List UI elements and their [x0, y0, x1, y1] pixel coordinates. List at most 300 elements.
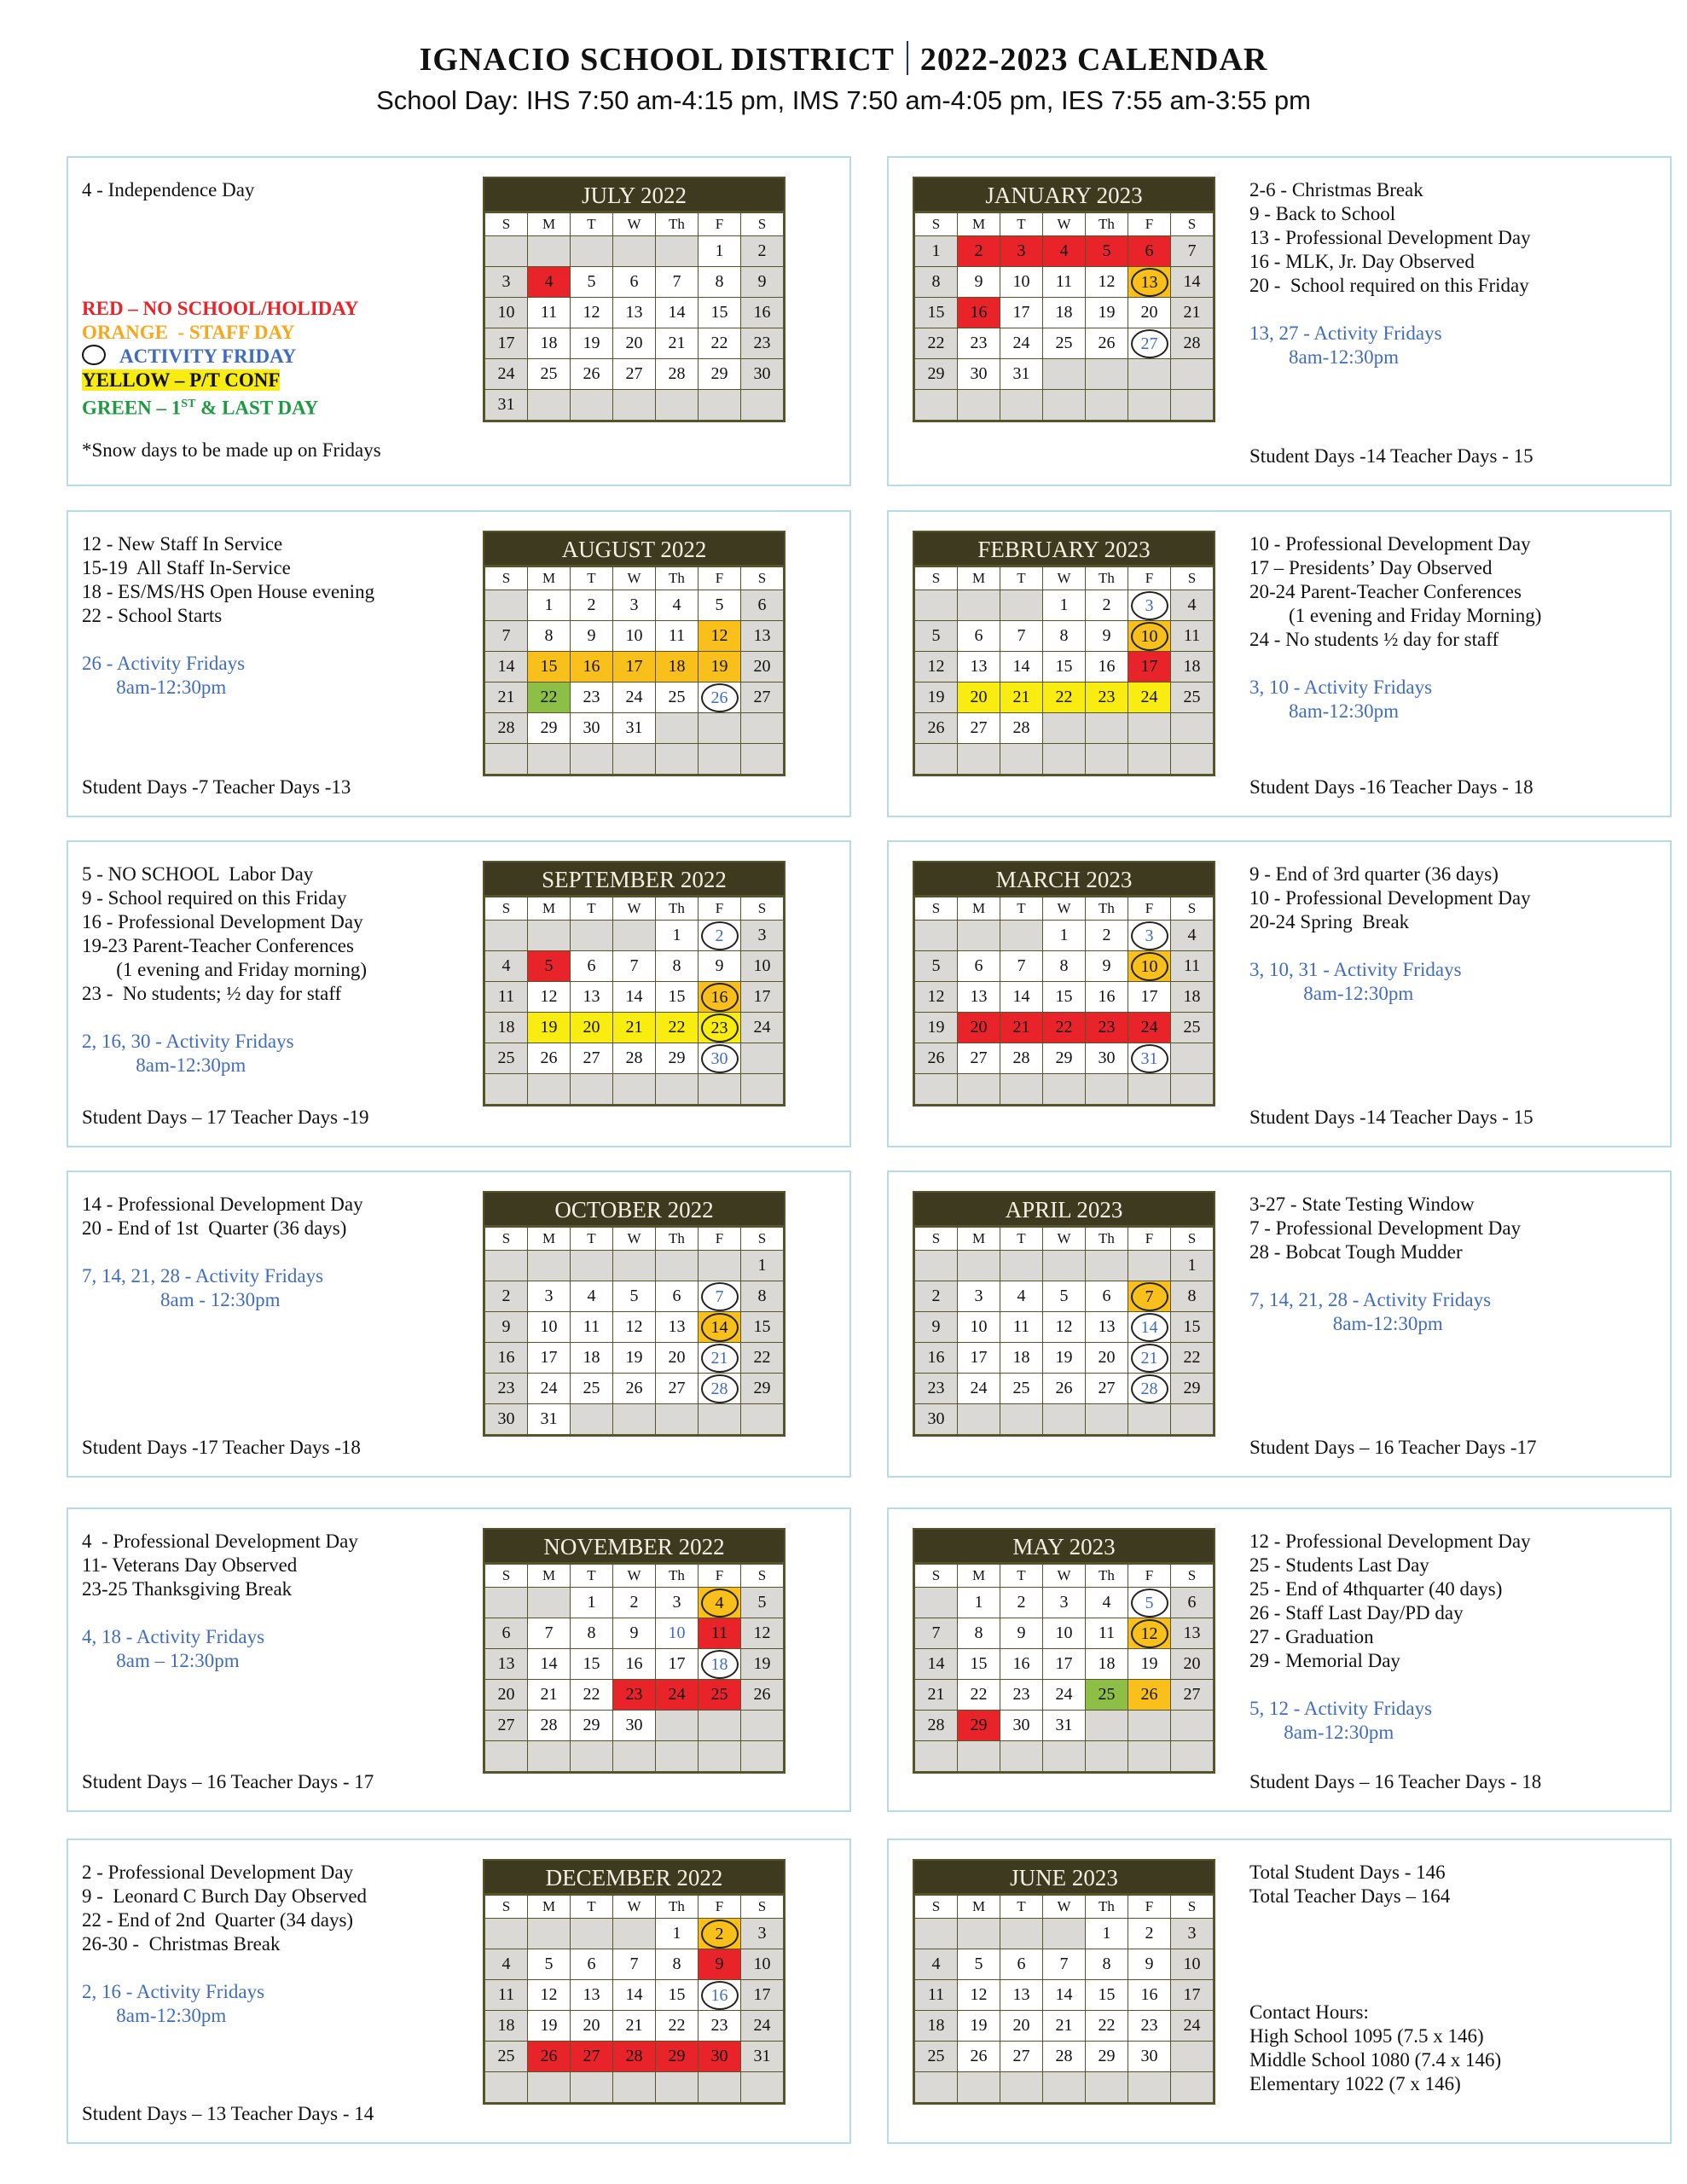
- day-number: 29: [540, 718, 558, 737]
- weekday-label: F: [699, 1896, 741, 1919]
- empty-day-cell: [958, 1251, 1000, 1281]
- day-number: 5: [1102, 241, 1111, 260]
- week-row: [915, 590, 1214, 621]
- month-calendar-sep: [483, 861, 786, 1107]
- day-cell: [741, 236, 784, 267]
- day-number: 9: [715, 1955, 724, 1973]
- month-grid: [914, 897, 1214, 1105]
- day-cell: [613, 328, 656, 359]
- day-number: 11: [497, 1985, 515, 2004]
- empty-day-cell: [1171, 359, 1214, 390]
- day-number: 13: [1012, 1985, 1030, 2004]
- day-number: 4: [1187, 926, 1197, 944]
- day-number: 30: [927, 1409, 945, 1428]
- day-cell: [1000, 713, 1043, 744]
- week-row: [485, 298, 784, 328]
- empty-day-cell: [1043, 1919, 1086, 1949]
- weekday-label: Th: [1086, 1896, 1128, 1919]
- day-cell: [1000, 1618, 1043, 1649]
- day-cell: [571, 2042, 613, 2072]
- day-cell: [958, 1043, 1000, 1074]
- empty-day-cell: [613, 1404, 656, 1435]
- day-cell: [613, 652, 656, 682]
- day-cell: [699, 1649, 741, 1680]
- day-number: 21: [701, 1344, 739, 1373]
- week-row: [485, 621, 784, 652]
- day-cell: [699, 359, 741, 390]
- day-cell: [699, 1013, 741, 1043]
- weekday-label: S: [1171, 213, 1214, 236]
- week-row: [915, 713, 1214, 744]
- day-number: 7: [701, 1282, 739, 1311]
- week-row: [915, 1074, 1214, 1105]
- note-line: 9 - End of 3rd quarter (36 days): [1249, 863, 1499, 885]
- day-cell: [741, 328, 784, 359]
- weekday-label: S: [915, 1565, 958, 1588]
- day-cell: [699, 1680, 741, 1711]
- day-number: 25: [497, 1048, 515, 1067]
- month-title: MAY 2023: [914, 1530, 1214, 1564]
- day-number: 22: [753, 1348, 771, 1367]
- day-cell: [741, 1013, 784, 1043]
- day-cell: [571, 359, 613, 390]
- day-number: 30: [625, 1716, 643, 1734]
- day-cell: [571, 1949, 613, 1980]
- week-row: [485, 2042, 784, 2072]
- day-cell: [1000, 1343, 1043, 1374]
- day-number: 25: [540, 364, 558, 383]
- day-number: 19: [583, 334, 600, 352]
- day-number: 17: [1183, 1985, 1201, 2004]
- month-calendar-aug: [483, 531, 786, 776]
- day-cell: [1171, 1588, 1214, 1618]
- month-calendar-nov: [483, 1528, 786, 1774]
- weekday-label: W: [1043, 1228, 1086, 1251]
- weekday-label: Th: [1086, 897, 1128, 921]
- month-notes: [1249, 1530, 1659, 1745]
- empty-day-cell: [485, 1588, 528, 1618]
- day-number: 18: [1012, 1348, 1030, 1367]
- day-number: 23: [1098, 1018, 1116, 1037]
- day-number: 10: [1055, 1623, 1073, 1642]
- day-cell: [1128, 1618, 1171, 1649]
- weekday-label: T: [1000, 213, 1043, 236]
- day-cell: [1128, 1013, 1171, 1043]
- empty-day-cell: [741, 1074, 784, 1105]
- weekday-header-row: [485, 1896, 784, 1919]
- empty-day-cell: [613, 1251, 656, 1281]
- day-number: 4: [672, 595, 681, 614]
- day-cell: [485, 267, 528, 298]
- day-number: 6: [501, 1623, 511, 1642]
- weekday-header-row: [485, 567, 784, 590]
- day-number: 8: [1059, 626, 1069, 645]
- empty-day-cell: [613, 236, 656, 267]
- day-cell: [571, 1680, 613, 1711]
- month-grid: [484, 212, 784, 421]
- day-number: 24: [1012, 334, 1030, 352]
- day-number: 24: [497, 364, 515, 383]
- empty-day-cell: [741, 1711, 784, 1741]
- day-number: 18: [1183, 657, 1201, 676]
- day-number: 10: [1012, 272, 1030, 291]
- day-cell: [958, 1343, 1000, 1374]
- empty-day-cell: [485, 1251, 528, 1281]
- note-line: 10 - Professional Development Day: [1249, 887, 1531, 909]
- empty-day-cell: [1043, 744, 1086, 775]
- day-number: 18: [927, 2016, 945, 2035]
- note-spacer: [82, 1956, 474, 1980]
- day-number: 10: [668, 1623, 686, 1642]
- month-calendar-oct: [483, 1191, 786, 1437]
- day-number: 24: [668, 1685, 686, 1704]
- day-number: 26: [970, 2047, 988, 2065]
- day-cell: [1171, 682, 1214, 713]
- legend-green-text: GREEN – 1: [82, 397, 182, 419]
- empty-day-cell: [485, 1919, 528, 1949]
- day-number: 4: [1017, 1287, 1026, 1305]
- day-number: 15: [668, 1985, 686, 2004]
- day-number: 1: [931, 241, 941, 260]
- day-cell: [528, 1680, 571, 1711]
- weekday-label: W: [1043, 567, 1086, 590]
- day-cell: [1128, 1949, 1171, 1980]
- empty-day-cell: [656, 1404, 699, 1435]
- week-row: [915, 1949, 1214, 1980]
- day-number: 11: [927, 1985, 945, 2004]
- empty-day-cell: [741, 1043, 784, 1074]
- weekday-label: Th: [1086, 567, 1128, 590]
- day-cell: [1000, 1281, 1043, 1312]
- note-line: 27 - Graduation: [1249, 1626, 1374, 1647]
- note-line: 20-24 Parent-Teacher Conferences: [1249, 581, 1522, 602]
- empty-day-cell: [958, 921, 1000, 951]
- empty-day-cell: [1128, 2072, 1171, 2103]
- weekday-label: Th: [656, 567, 699, 590]
- weekday-label: F: [1128, 1228, 1171, 1251]
- day-cell: [1043, 1281, 1086, 1312]
- weekday-label: S: [915, 1896, 958, 1919]
- day-number: 21: [625, 2016, 643, 2035]
- day-cell: [741, 982, 784, 1013]
- month-title: JANUARY 2023: [914, 178, 1214, 212]
- legend-activity: [82, 345, 358, 369]
- activity-fridays-line: 8am-12:30pm: [1249, 983, 1414, 1004]
- day-number: 13: [970, 657, 988, 676]
- weekday-label: F: [699, 567, 741, 590]
- day-cell: [699, 236, 741, 267]
- day-number: 19: [625, 1348, 643, 1367]
- week-row: [485, 328, 784, 359]
- day-number: 29: [1098, 2047, 1116, 2065]
- day-number: 19: [927, 1018, 945, 1037]
- note-line: 2-6 - Christmas Break: [1249, 179, 1423, 200]
- day-cell: [1000, 1013, 1043, 1043]
- day-number: 21: [497, 688, 515, 706]
- week-row: [485, 1312, 784, 1343]
- day-number: 21: [540, 1685, 558, 1704]
- day-number: 7: [1131, 1282, 1168, 1311]
- day-number: 18: [583, 1348, 600, 1367]
- month-grid: [484, 897, 784, 1105]
- day-number: 23: [1098, 688, 1116, 706]
- week-row: [915, 652, 1214, 682]
- day-cell: [741, 1312, 784, 1343]
- empty-day-cell: [656, 1251, 699, 1281]
- day-cell: [1171, 328, 1214, 359]
- week-row: [915, 1281, 1214, 1312]
- day-number: 25: [1012, 1379, 1030, 1397]
- day-number: 15: [540, 657, 558, 676]
- day-cell: [699, 682, 741, 713]
- day-number: 15: [668, 987, 686, 1006]
- empty-day-cell: [915, 1919, 958, 1949]
- month-title: APRIL 2023: [914, 1193, 1214, 1227]
- day-number: 14: [1012, 657, 1030, 676]
- day-cell: [741, 1980, 784, 2011]
- week-row: [915, 1618, 1214, 1649]
- day-number: 2: [974, 241, 983, 260]
- contact-hours-line: Elementary 1022 (7 x 146): [1249, 2073, 1461, 2094]
- day-cell: [656, 1949, 699, 1980]
- empty-day-cell: [699, 1741, 741, 1772]
- week-row: [915, 390, 1214, 421]
- weekday-header-row: [485, 1565, 784, 1588]
- empty-day-cell: [571, 236, 613, 267]
- empty-day-cell: [1128, 1251, 1171, 1281]
- day-cell: [1171, 652, 1214, 682]
- day-number: 11: [497, 987, 515, 1006]
- day-cell: [528, 328, 571, 359]
- day-cell: [1043, 1312, 1086, 1343]
- day-cell: [613, 621, 656, 652]
- day-number: 8: [672, 956, 681, 975]
- days-count-footer: Student Days -16 Teacher Days - 18: [1249, 776, 1533, 798]
- day-number: 16: [970, 303, 988, 322]
- weekday-label: F: [699, 897, 741, 921]
- day-number: 22: [1055, 1018, 1073, 1037]
- note-line: 4 - Independence Day: [82, 179, 255, 200]
- page-title: [0, 41, 1687, 78]
- day-cell: [1086, 1919, 1128, 1949]
- week-row: [485, 1343, 784, 1374]
- day-number: 10: [1131, 952, 1168, 981]
- title-divider: [907, 41, 908, 75]
- day-cell: [1000, 1980, 1043, 2011]
- day-cell: [741, 590, 784, 621]
- activity-fridays-line: 8am - 12:30pm: [82, 1289, 281, 1310]
- day-cell: [915, 682, 958, 713]
- day-cell: [485, 2011, 528, 2042]
- note-line: Total Teacher Days – 164: [1249, 1885, 1451, 1907]
- day-number: 23: [701, 1014, 739, 1043]
- day-cell: [1000, 328, 1043, 359]
- week-row: [485, 1074, 784, 1105]
- empty-day-cell: [958, 1741, 1000, 1772]
- empty-day-cell: [1086, 1711, 1128, 1741]
- day-cell: [656, 652, 699, 682]
- days-count-footer: Student Days – 17 Teacher Days -19: [82, 1107, 369, 1128]
- empty-day-cell: [699, 1074, 741, 1105]
- day-cell: [656, 1312, 699, 1343]
- day-cell: [485, 328, 528, 359]
- legend-red: RED – NO SCHOOL/HOLIDAY: [82, 298, 359, 319]
- day-cell: [656, 2042, 699, 2072]
- day-number: 27: [1012, 2047, 1030, 2065]
- note-line: 23-25 Thanksgiving Break: [82, 1578, 293, 1600]
- day-cell: [1086, 1980, 1128, 2011]
- day-cell: [1000, 1043, 1043, 1074]
- day-cell: [958, 1680, 1000, 1711]
- weekday-label: S: [741, 1228, 784, 1251]
- day-number: 1: [1187, 1256, 1197, 1275]
- snow-days-note: *Snow days to be made up on Fridays: [82, 439, 381, 461]
- day-cell: [1000, 621, 1043, 652]
- activity-fridays-line: 5, 12 - Activity Fridays: [1249, 1698, 1433, 1719]
- day-number: 2: [757, 241, 767, 260]
- day-number: 9: [629, 1623, 639, 1642]
- month-grid: [484, 1227, 784, 1435]
- day-cell: [1171, 590, 1214, 621]
- week-row: [915, 1649, 1214, 1680]
- day-cell: [571, 951, 613, 982]
- week-row: [915, 682, 1214, 713]
- day-number: 27: [970, 1048, 988, 1067]
- day-cell: [1000, 1312, 1043, 1343]
- day-cell: [741, 2011, 784, 2042]
- weekday-label: W: [613, 1565, 656, 1588]
- week-row: [485, 1680, 784, 1711]
- day-cell: [1171, 1281, 1214, 1312]
- day-number: 22: [970, 1685, 988, 1704]
- day-cell: [915, 1404, 958, 1435]
- day-number: 28: [701, 1374, 739, 1403]
- day-number: 8: [715, 272, 724, 291]
- day-number: 12: [1131, 1619, 1168, 1648]
- day-cell: [1128, 1919, 1171, 1949]
- day-cell: [958, 951, 1000, 982]
- empty-day-cell: [528, 390, 571, 421]
- day-number: 26: [1055, 1379, 1073, 1397]
- day-number: 17: [625, 657, 643, 676]
- day-cell: [613, 1949, 656, 1980]
- day-cell: [699, 1343, 741, 1374]
- day-cell: [958, 1711, 1000, 1741]
- week-row: [915, 1980, 1214, 2011]
- day-number: 23: [1140, 2016, 1158, 2035]
- day-cell: [1128, 1374, 1171, 1404]
- day-cell: [1086, 2042, 1128, 2072]
- empty-day-cell: [528, 921, 571, 951]
- day-cell: [571, 1281, 613, 1312]
- day-number: 9: [1017, 1623, 1026, 1642]
- activity-fridays-line: 7, 14, 21, 28 - Activity Fridays: [1249, 1289, 1492, 1310]
- day-number: 6: [974, 956, 983, 975]
- day-number: 4: [931, 1955, 941, 1973]
- empty-day-cell: [699, 2072, 741, 2103]
- day-cell: [958, 359, 1000, 390]
- day-number: 30: [710, 2047, 728, 2065]
- note-spacer: [82, 1240, 474, 1264]
- day-number: 16: [1098, 987, 1116, 1006]
- day-cell: [1086, 621, 1128, 652]
- empty-day-cell: [1086, 1074, 1128, 1105]
- empty-day-cell: [1043, 390, 1086, 421]
- week-row: [915, 328, 1214, 359]
- day-cell: [741, 267, 784, 298]
- weekday-label: M: [958, 897, 1000, 921]
- empty-day-cell: [528, 1074, 571, 1105]
- day-number: 26: [927, 1048, 945, 1067]
- contact-hours-title: Contact Hours:: [1249, 2001, 1369, 2023]
- day-cell: [699, 1312, 741, 1343]
- day-cell: [613, 1618, 656, 1649]
- day-number: 22: [1098, 2016, 1116, 2035]
- weekday-header-row: [915, 897, 1214, 921]
- day-number: 29: [970, 1716, 988, 1734]
- day-cell: [1086, 951, 1128, 982]
- day-number: 17: [1055, 1654, 1073, 1673]
- day-cell: [1128, 236, 1171, 267]
- day-cell: [571, 1013, 613, 1043]
- day-cell: [1043, 2011, 1086, 2042]
- day-cell: [1128, 267, 1171, 298]
- day-cell: [1043, 2042, 1086, 2072]
- empty-day-cell: [1086, 359, 1128, 390]
- day-number: 16: [1098, 657, 1116, 676]
- empty-day-cell: [1086, 1741, 1128, 1772]
- day-number: 5: [1131, 1589, 1168, 1618]
- day-cell: [528, 1404, 571, 1435]
- day-number: 3: [1187, 1924, 1197, 1943]
- day-number: 18: [668, 657, 686, 676]
- day-cell: [571, 682, 613, 713]
- day-cell: [656, 1588, 699, 1618]
- empty-day-cell: [958, 390, 1000, 421]
- week-row: [915, 982, 1214, 1013]
- day-cell: [528, 1711, 571, 1741]
- day-number: 19: [1098, 303, 1116, 322]
- day-cell: [1086, 1618, 1128, 1649]
- day-cell: [656, 359, 699, 390]
- day-cell: [1128, 1312, 1171, 1343]
- month-title: SEPTEMBER 2022: [484, 863, 784, 897]
- day-number: 2: [501, 1287, 511, 1305]
- day-number: 19: [1055, 1348, 1073, 1367]
- day-number: 5: [544, 956, 554, 975]
- legend-green-text-end: & LAST DAY: [195, 397, 319, 419]
- day-cell: [915, 1013, 958, 1043]
- weekday-label: Th: [656, 1896, 699, 1919]
- contact-hours-line: Middle School 1080 (7.4 x 146): [1249, 2049, 1502, 2071]
- day-number: 9: [501, 1317, 511, 1336]
- empty-day-cell: [571, 1074, 613, 1105]
- day-number: 13: [583, 987, 600, 1006]
- legend-green-sup: ST: [181, 398, 196, 410]
- weekday-label: F: [699, 1565, 741, 1588]
- note-line: Total Student Days - 146: [1249, 1862, 1446, 1883]
- day-number: 20: [625, 334, 643, 352]
- weekday-label: W: [1043, 897, 1086, 921]
- empty-day-cell: [1000, 590, 1043, 621]
- day-cell: [958, 621, 1000, 652]
- day-number: 2: [931, 1287, 941, 1305]
- day-cell: [571, 713, 613, 744]
- day-cell: [656, 1919, 699, 1949]
- day-number: 12: [625, 1317, 643, 1336]
- day-cell: [958, 298, 1000, 328]
- empty-day-cell: [1171, 744, 1214, 775]
